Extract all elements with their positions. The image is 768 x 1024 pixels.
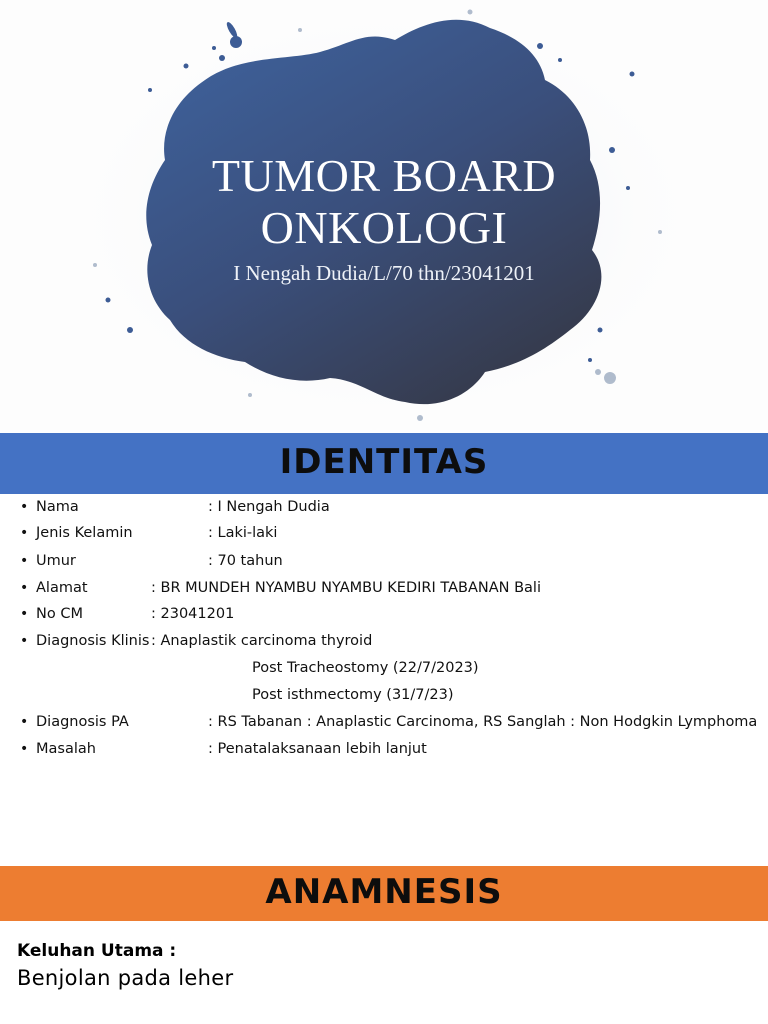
list-item-jenis-kelamin: [0, 521, 768, 545]
list-item-alamat: [0, 576, 768, 600]
bullet-icon: •: [20, 553, 29, 569]
row-label: Umur: [36, 553, 76, 569]
list-item-umur: [0, 549, 768, 573]
bullet-icon: •: [20, 499, 29, 515]
row-value: : Laki-laki: [208, 525, 278, 541]
list-item-diagnosis-pa: [0, 710, 768, 734]
row-label: No CM: [36, 606, 83, 622]
row-value: Post isthmectomy (31/7/23): [252, 687, 454, 703]
row-value: : I Nengah Dudia: [208, 499, 330, 515]
row-value: : Penatalaksanaan lebih lanjut: [208, 741, 427, 757]
list-item-diagnosis-klinis: [0, 629, 768, 653]
row-label: Diagnosis PA: [36, 714, 129, 730]
list-item-continuation: [0, 656, 768, 680]
keluhan-utama-value: Benjolan pada leher: [17, 966, 234, 990]
bullet-icon: •: [20, 633, 29, 649]
title-slide: [0, 0, 768, 430]
keluhan-utama-label: Keluhan Utama :: [17, 941, 177, 961]
row-label: Diagnosis Klinis: [36, 633, 150, 649]
title-block: [0, 150, 768, 286]
list-item-no-cm: [0, 602, 768, 626]
row-label: Alamat: [36, 580, 88, 596]
bullet-icon: •: [20, 525, 29, 541]
row-label: Masalah: [36, 741, 96, 757]
list-item-continuation: [0, 683, 768, 707]
list-item-masalah: [0, 737, 768, 761]
bullet-icon: •: [20, 741, 29, 757]
list-item-nama: [0, 495, 768, 519]
title-line-2: ONKOLOGI: [260, 202, 508, 253]
row-value: : Anaplastik carcinoma thyroid: [151, 633, 373, 649]
bullet-icon: •: [20, 606, 29, 622]
row-value: Post Tracheostomy (22/7/2023): [252, 660, 479, 676]
bullet-icon: •: [20, 580, 29, 596]
identitas-heading: IDENTITAS: [0, 433, 768, 494]
row-label: Jenis Kelamin: [36, 525, 133, 541]
bullet-icon: •: [20, 714, 29, 730]
identitas-list: [0, 494, 768, 866]
title-line-1: TUMOR BOARD: [211, 150, 557, 201]
row-value: : 70 tahun: [208, 553, 283, 569]
row-value: : BR MUNDEH NYAMBU NYAMBU KEDIRI TABANAN Bali: [151, 580, 541, 596]
row-value: : 23041201: [151, 606, 235, 622]
row-label: Nama: [36, 499, 79, 515]
row-value: : RS Tabanan : Anaplastic Carcinoma, RS Sanglah : Non Hodgkin Lymphoma: [208, 714, 758, 730]
patient-subtitle: I Nengah Dudia/L/70 thn/23041201: [233, 261, 535, 285]
anamnesis-heading: ANAMNESIS: [0, 866, 768, 921]
